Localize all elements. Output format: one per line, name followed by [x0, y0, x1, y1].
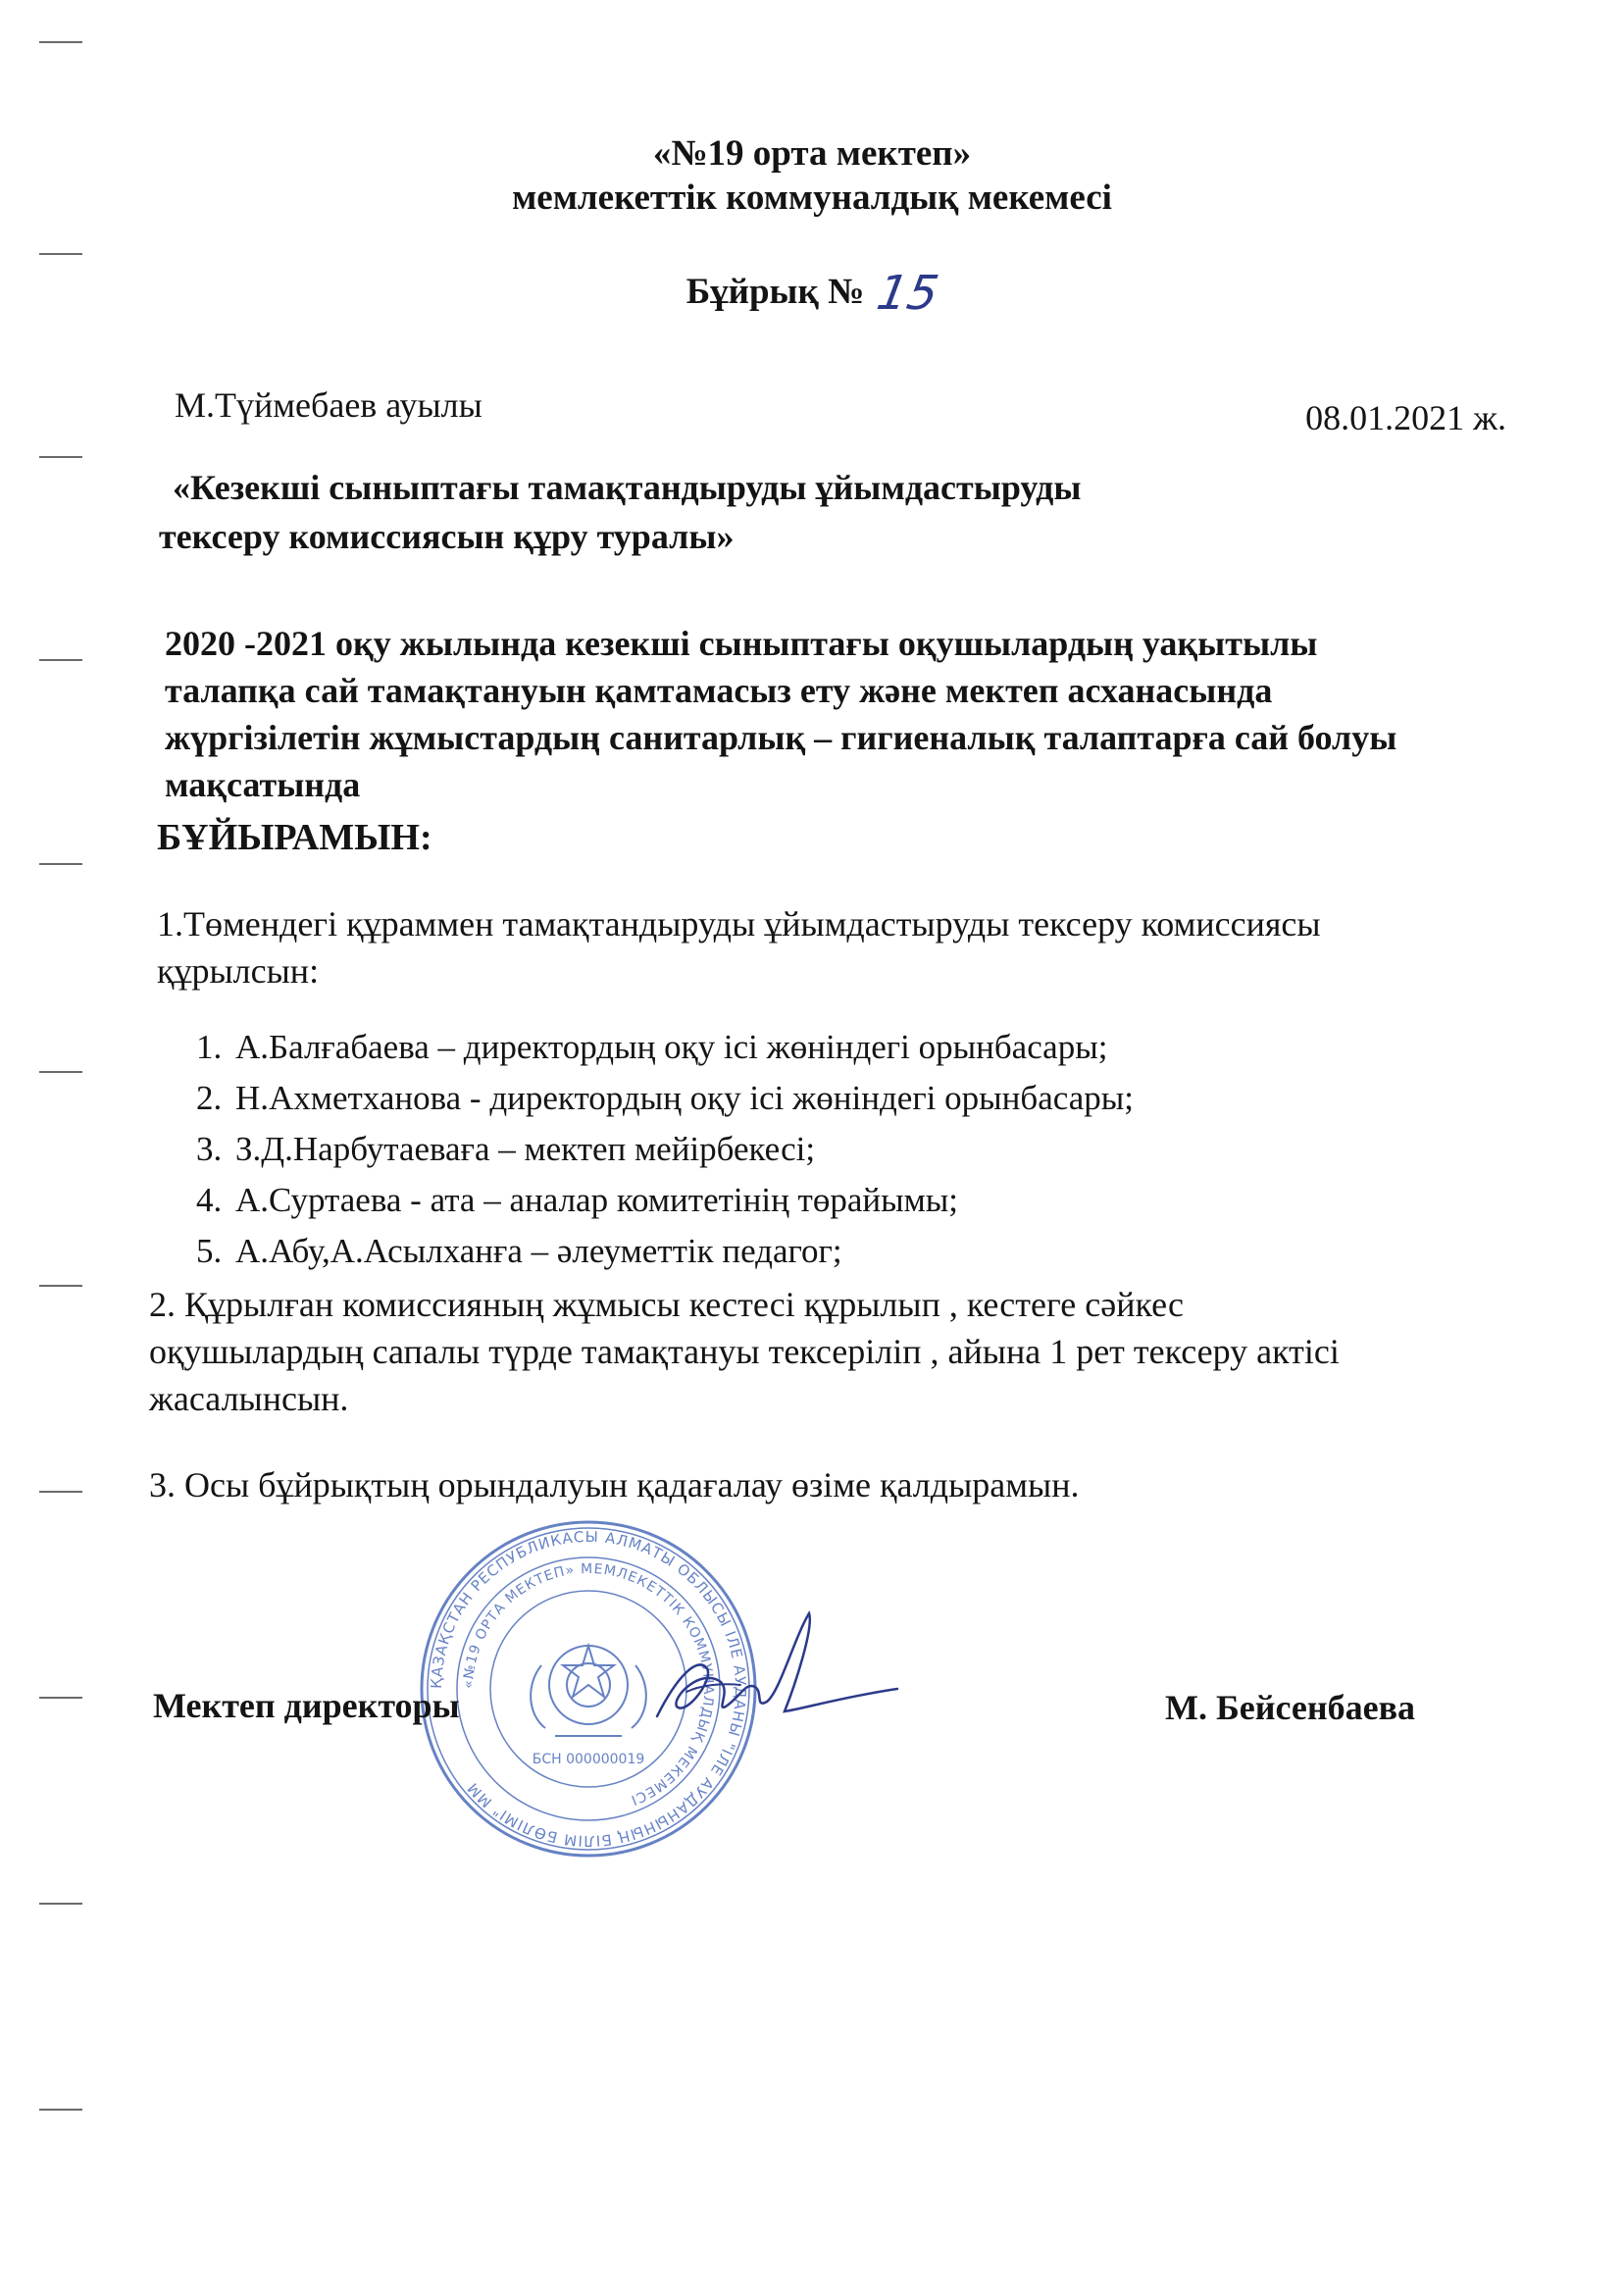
list-item: [196, 1226, 1134, 1277]
stamp-outer-text: ҚАЗАҚСТАН РЕСПУБЛИКАСЫ АЛМАТЫ ОБЛЫСЫ ІЛЕ АУДАНЫ "ІЛЕ АУДАНЫНЫҢ БІЛІМ БӨЛІМІ" ММ: [427, 1527, 750, 1851]
order-label: Бұйрық №: [685, 272, 865, 312]
list-number: 2.: [196, 1079, 223, 1117]
scan-margin-mark: [39, 253, 82, 255]
scan-margin-mark: [39, 1071, 82, 1073]
commands-heading: БҰЙЫРАМЫН:: [157, 817, 432, 858]
list-number: 1.: [196, 1028, 223, 1066]
member-text: А.Суртаева - ата – аналар комитетінің төрайымы;: [235, 1181, 959, 1219]
purpose-line: жүргізілетін жұмыстардың санитарлық – гигиеналық талаптарға сай болуы: [165, 718, 1397, 757]
purpose-line: 2020 -2021 оқу жылында кезекші сыныптағы оқушылардың уақытылы: [165, 624, 1318, 663]
emblem-icon: [531, 1646, 646, 1736]
item-line: жасалынсын.: [149, 1379, 349, 1418]
member-text: Н.Ахметханова - директордың оқу ісі жөніндегі орынбасары;: [235, 1079, 1134, 1117]
purpose-line: талапқа сай тамақтануын қамтамасыз ету және мектеп асханасында: [165, 671, 1273, 710]
order-item-1: [157, 900, 1321, 994]
item-line: оқушылардың сапалы түрде тамақтануы тексеріліп , айына 1 рет тексеру актісі: [149, 1332, 1340, 1371]
order-item-2: [149, 1281, 1340, 1422]
purpose-line: мақсатында: [165, 765, 361, 804]
order-heading: [0, 260, 1624, 321]
stamp-bin-text: БСН 000000019: [532, 1752, 645, 1767]
list-item: [196, 1073, 1134, 1124]
item-line: 1.Төмендегі құраммен тамақтандыруды ұйымдастыруды тексеру комиссиясы: [157, 904, 1321, 943]
scan-margin-mark: [39, 456, 82, 458]
order-date: 08.01.2021 ж.: [1305, 398, 1506, 437]
item-line: 2. Құрылған комиссияның жұмысы кестесі құрылып , кестеге сәйкес: [149, 1285, 1184, 1324]
order-purpose: [165, 620, 1396, 808]
scan-margin-mark: [39, 1491, 82, 1493]
director-name: М. Бейсенбаева: [1165, 1688, 1416, 1727]
list-number: 4.: [196, 1181, 223, 1219]
scan-margin-mark: [39, 659, 82, 661]
order-title-line: тексеру комиссиясын құру туралы»: [159, 517, 735, 556]
commission-members-list: [196, 1022, 1134, 1277]
member-text: А.Абу,А.Асылханға – әлеуметтік педагог;: [235, 1232, 842, 1270]
scan-margin-mark: [39, 2109, 82, 2111]
scan-margin-mark: [39, 1697, 82, 1699]
order-item-3: 3. Осы бұйрықтың орындалуын қадағалау өзіме қалдырамын.: [149, 1465, 1080, 1504]
order-title-line: «Кезекші сыныптағы тамақтандыруды ұйымдастыруды: [173, 468, 1082, 507]
list-item: [196, 1022, 1134, 1073]
member-text: З.Д.Нарбутаеваға – мектеп мейірбекесі;: [235, 1130, 816, 1168]
order-number: 15: [873, 266, 943, 321]
scan-margin-mark: [39, 1903, 82, 1905]
handwritten-signature: [647, 1599, 902, 1746]
scan-margin-mark: [39, 863, 82, 865]
list-item: [196, 1124, 1134, 1175]
institution-type: мемлекеттік коммуналдық мекемесі: [512, 178, 1112, 218]
item-line: құрылсын:: [157, 951, 320, 991]
list-number: 3.: [196, 1130, 223, 1168]
stamp-inner-text: «№19 ОРТА МЕКТЕП» МЕМЛЕКЕТТІК КОММУНАЛДЫҚ МЕКЕМЕСІ: [460, 1560, 717, 1809]
list-item: [196, 1175, 1134, 1226]
scan-margin-mark: [39, 41, 82, 43]
list-number: 5.: [196, 1232, 223, 1270]
member-text: А.Балғабаева – директордың оқу ісі жөніндегі орынбасары;: [235, 1028, 1108, 1066]
place-name: М.Түймебаев ауылы: [175, 385, 482, 425]
signature-label: Мектеп директоры: [153, 1686, 460, 1725]
institution-name: «№19 орта мектеп»: [652, 133, 972, 174]
scan-margin-mark: [39, 1285, 82, 1287]
